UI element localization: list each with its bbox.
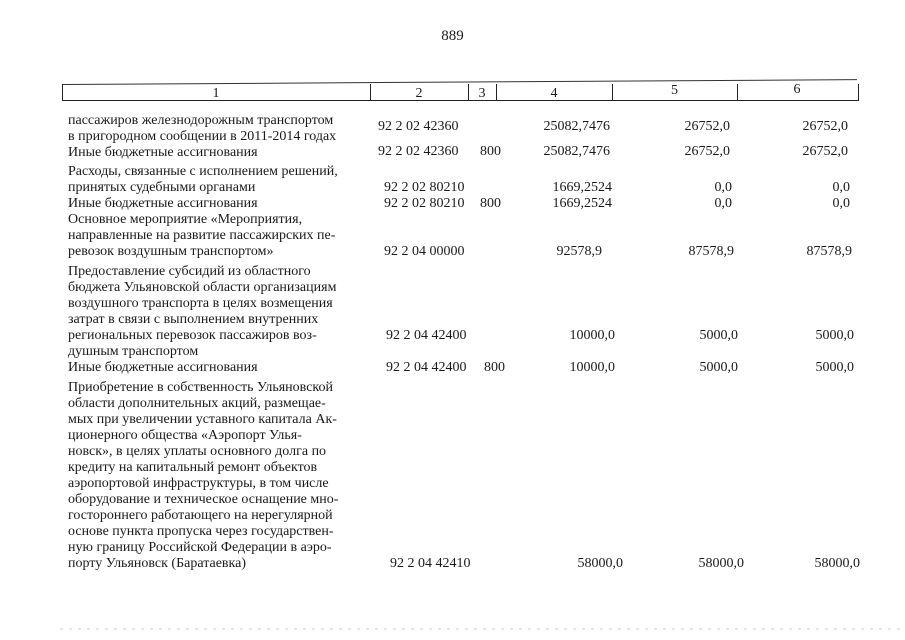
amount-col-6: 26752,0 (802, 119, 848, 134)
target-article-code: 92 2 04 42410 (390, 556, 471, 571)
description-line: принятых судебными органами (68, 180, 256, 195)
amount-col-4: 1669,2524 (552, 180, 612, 195)
description-line: основе пункта пропуска через государствен- (68, 524, 334, 539)
description-line: Расходы, связанные с исполнением решений, (68, 164, 338, 179)
target-article-code: 92 2 02 80210 (384, 180, 465, 195)
target-article-code: 92 2 04 00000 (384, 244, 465, 259)
expense-type-code: 800 (480, 144, 501, 159)
description-line: оборудование и техническое оснащение мно- (68, 492, 339, 507)
row-description (68, 212, 373, 260)
target-article-code: 92 2 02 80210 (384, 196, 465, 211)
description-line: кредиту на капитальный ремонт объектов (68, 460, 318, 475)
amount-col-5: 5000,0 (699, 360, 738, 375)
amount-col-5: 5000,0 (699, 328, 738, 343)
description-line: душным транспортом (68, 344, 199, 359)
description-line: пассажиров железнодорожным транспортом (68, 113, 334, 128)
amount-col-6: 0,0 (832, 180, 850, 195)
amount-col-6: 0,0 (832, 196, 850, 211)
amount-col-4: 25082,7476 (543, 144, 610, 159)
target-article-code: 92 2 02 42360 (378, 119, 459, 134)
amount-col-5: 26752,0 (684, 119, 730, 134)
description-line: в пригородном сообщении в 2011-2014 годах (68, 129, 337, 144)
row-description (68, 264, 373, 360)
amount-col-6: 58000,0 (814, 556, 860, 571)
amount-col-6: 5000,0 (815, 360, 854, 375)
amount-col-4: 92578,9 (556, 244, 602, 259)
row-description (68, 196, 373, 212)
expense-type-code: 800 (484, 360, 505, 375)
description-line: ционерного общества «Аэропорт Улья- (68, 428, 302, 443)
row-description (68, 380, 373, 572)
page-number: 889 (441, 28, 464, 44)
amount-col-4: 10000,0 (569, 328, 615, 343)
description-line: мых при увеличении уставного капитала Ак- (68, 412, 337, 427)
row-description (68, 164, 373, 196)
description-line: Иные бюджетные ассигнования (68, 360, 258, 375)
amount-col-5: 87578,9 (688, 244, 734, 259)
amount-col-4: 25082,7476 (543, 119, 610, 134)
description-line: области дополнительных акций, размещае- (68, 396, 326, 411)
amount-col-4: 1669,2524 (552, 196, 612, 211)
row-description (68, 360, 373, 376)
amount-col-4: 58000,0 (577, 556, 623, 571)
amount-col-6: 5000,0 (815, 328, 854, 343)
amount-col-5: 0,0 (714, 180, 732, 195)
description-line: Иные бюджетные ассигнования (68, 196, 258, 211)
description-line: затрат в связи с выполнением внутренних (68, 312, 319, 327)
header-col-3: 3 (478, 86, 486, 101)
description-line: аэропортовой инфраструктуры, в том числе (68, 476, 329, 491)
header-col-6: 6 (793, 82, 801, 97)
header-col-2: 2 (415, 86, 423, 101)
description-line: Иные бюджетные ассигнования (68, 145, 258, 160)
header-col-1: 1 (212, 86, 220, 101)
header-col-4: 4 (550, 86, 558, 101)
expense-type-code: 800 (480, 196, 501, 211)
amount-col-6: 26752,0 (802, 144, 848, 159)
target-article-code: 92 2 02 42360 (378, 144, 459, 159)
amount-col-4: 10000,0 (569, 360, 615, 375)
description-line: направленные на развитие пассажирских пе- (68, 228, 336, 243)
target-article-code: 92 2 04 42400 (386, 328, 467, 343)
description-line: ную границу Российской Федерации в аэро- (68, 540, 332, 555)
amount-col-6: 87578,9 (806, 244, 852, 259)
description-line: новск», в целях уплаты основного долга по (68, 444, 327, 459)
description-line: Основное мероприятие «Мероприятия, (68, 212, 303, 227)
description-line: гостороннего работающего на нерегулярной (68, 508, 333, 523)
amount-col-5: 0,0 (714, 196, 732, 211)
scan-artifact (60, 628, 900, 630)
description-line: порту Ульяновск (Баратаевка) (68, 556, 246, 571)
target-article-code: 92 2 04 42400 (386, 360, 467, 375)
description-line: Приобретение в собственность Ульяновской (68, 380, 334, 395)
row-description (68, 145, 373, 161)
row-description (68, 113, 373, 145)
description-line: региональных перевозок пассажиров воз- (68, 328, 317, 343)
header-col-5: 5 (671, 83, 678, 98)
description-line: ревозок воздушным транспортом» (68, 244, 274, 259)
amount-col-5: 26752,0 (684, 144, 730, 159)
description-line: воздушного транспорта в целях возмещения (68, 296, 333, 311)
description-line: Предоставление субсидий из областного (68, 264, 311, 279)
amount-col-5: 58000,0 (698, 556, 744, 571)
description-line: бюджета Ульяновской области организациям (68, 280, 337, 295)
